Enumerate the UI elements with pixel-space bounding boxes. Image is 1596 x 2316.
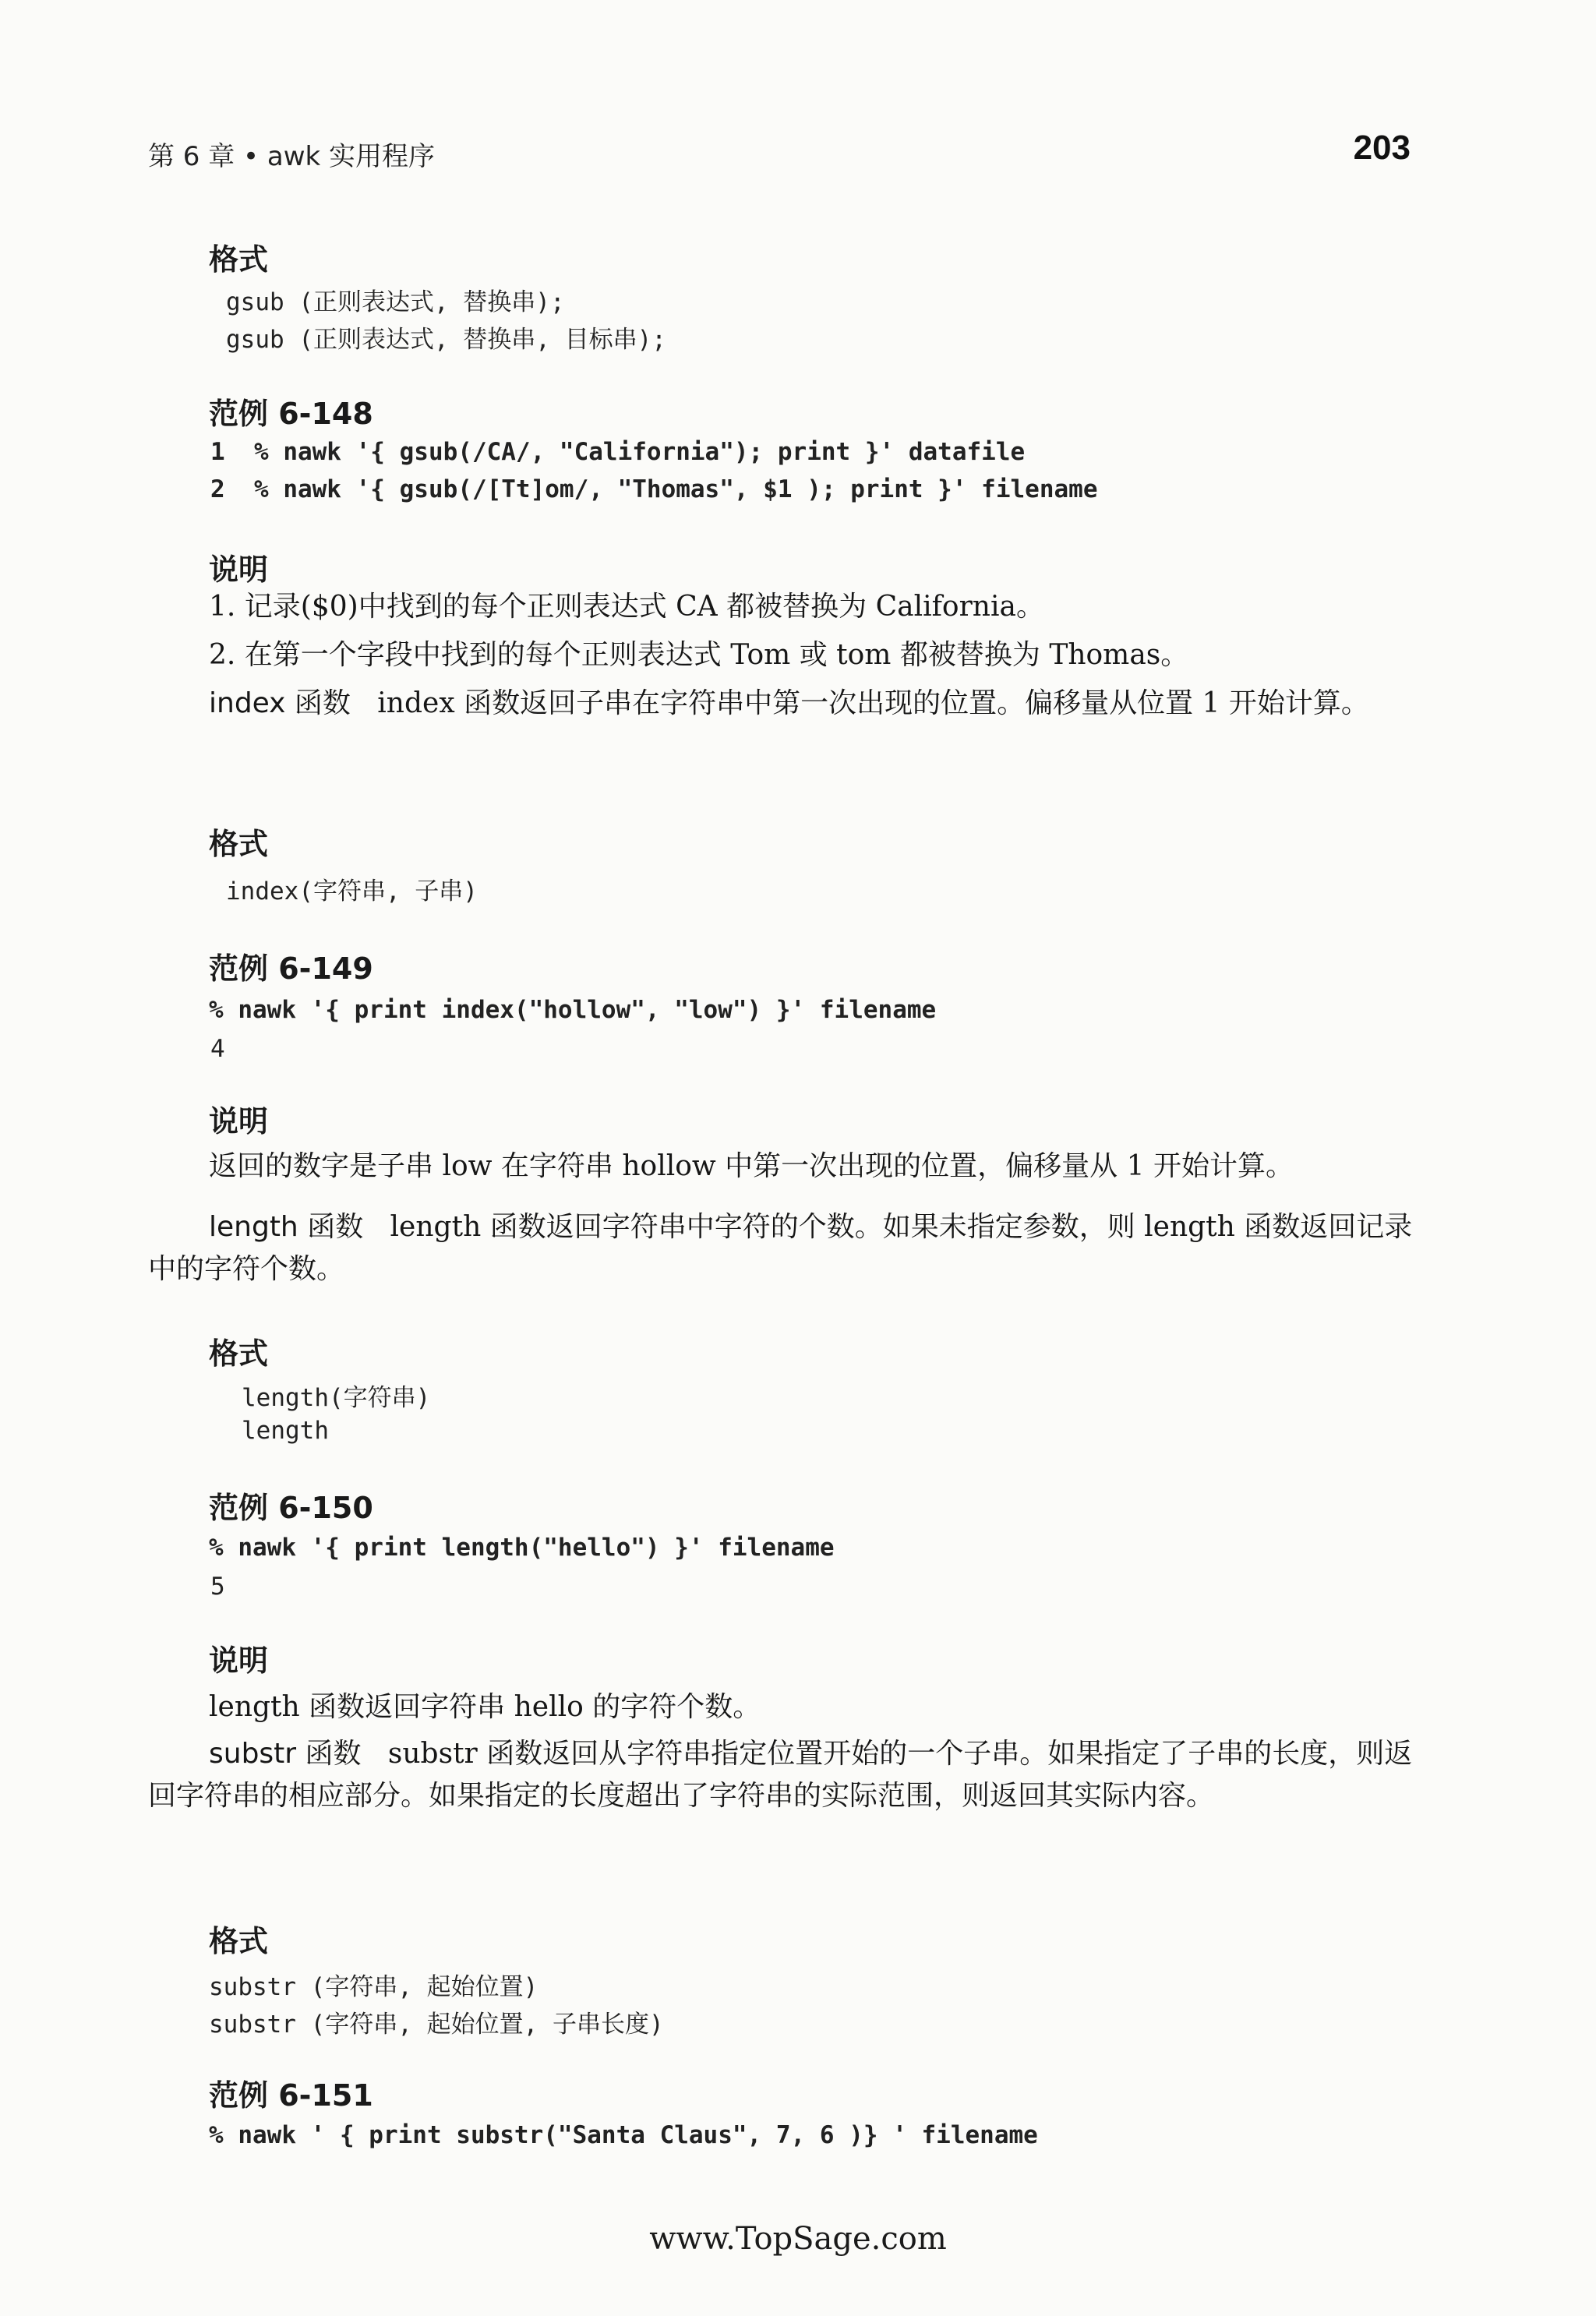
function-description xyxy=(148,683,1418,725)
code-line: index(字符串, 子串) xyxy=(226,877,478,906)
explanation-heading: 说明 xyxy=(209,553,269,587)
chapter-title: 第 6 章 • awk 实用程序 xyxy=(148,141,436,172)
section-heading-format: 格式 xyxy=(209,1336,269,1371)
code-line: % nawk '{ print index("hollow", "low") }' filename xyxy=(209,996,937,1024)
running-head xyxy=(148,129,1411,175)
explanation-text: 2. 在第一个字段中找到的每个正则表达式 Tom 或 tom 都被替换为 Thomas。 xyxy=(209,639,1189,671)
code-line: substr (字符串, 起始位置, 子串长度) xyxy=(209,2011,664,2039)
code-line: length xyxy=(242,1417,329,1445)
explanation-text: length 函数返回字符串 hello 的字符个数。 xyxy=(209,1691,761,1723)
explanation-text: 1. 记录($0)中找到的每个正则表达式 CA 都被替换为 California。 xyxy=(209,591,1044,623)
example-heading: 范例 6-148 xyxy=(209,397,373,431)
example-heading: 范例 6-150 xyxy=(209,1491,373,1525)
explanation-text: 返回的数字是子串 low 在字符串 hollow 中第一次出现的位置，偏移量从 1 开始计算。 xyxy=(209,1150,1294,1182)
explanation-heading: 说明 xyxy=(209,1643,269,1678)
code-line: length(字符串) xyxy=(242,1384,431,1412)
section-heading-format: 格式 xyxy=(209,827,269,861)
function-term: index 函数 xyxy=(209,687,351,719)
function-desc: substr 函数返回从字符串指定位置开始的一个子串。如果指定了子串的长度，则返回字符串的相应部分。如果指定的长度超出了字符串的实际范围，则返回其实际内容。 xyxy=(148,1738,1413,1812)
example-heading: 范例 6-149 xyxy=(209,951,373,986)
code-output: 4 xyxy=(210,1035,225,1063)
function-desc: length 函数返回字符串中字符的个数。如果未指定参数，则 length 函数返回记录中的字符个数。 xyxy=(148,1211,1413,1285)
explanation-heading: 说明 xyxy=(209,1104,269,1139)
example-heading: 范例 6-151 xyxy=(209,2078,373,2113)
function-term: substr 函数 xyxy=(209,1738,362,1770)
code-line: 2 % nawk '{ gsub(/[Tt]om/, "Thomas", $1 ); print }' filename xyxy=(210,475,1098,503)
page-number: 203 xyxy=(1353,129,1411,167)
code-line: gsub (正则表达式, 替换串, 目标串); xyxy=(226,326,666,354)
footer-url: www.TopSage.com xyxy=(649,2221,947,2257)
section-heading-format: 格式 xyxy=(209,242,269,277)
code-line: % nawk '{ print length("hello") }' filename xyxy=(209,1534,835,1562)
function-description xyxy=(148,1206,1418,1290)
code-line: substr (字符串, 起始位置) xyxy=(209,1973,538,2001)
function-term: length 函数 xyxy=(209,1211,364,1243)
code-line: % nawk ' { print substr("Santa Claus", 7, 6 )} ' filename xyxy=(209,2121,1038,2149)
function-desc: index 函数返回子串在字符串中第一次出现的位置。偏移量从位置 1 开始计算。 xyxy=(377,687,1369,719)
code-output: 5 xyxy=(210,1573,225,1601)
code-line: 1 % nawk '{ gsub(/CA/, "California"); print }' datafile xyxy=(210,438,1026,466)
code-line: gsub (正则表达式, 替换串); xyxy=(226,288,565,316)
function-description xyxy=(148,1733,1418,1817)
section-heading-format: 格式 xyxy=(209,1924,269,1958)
